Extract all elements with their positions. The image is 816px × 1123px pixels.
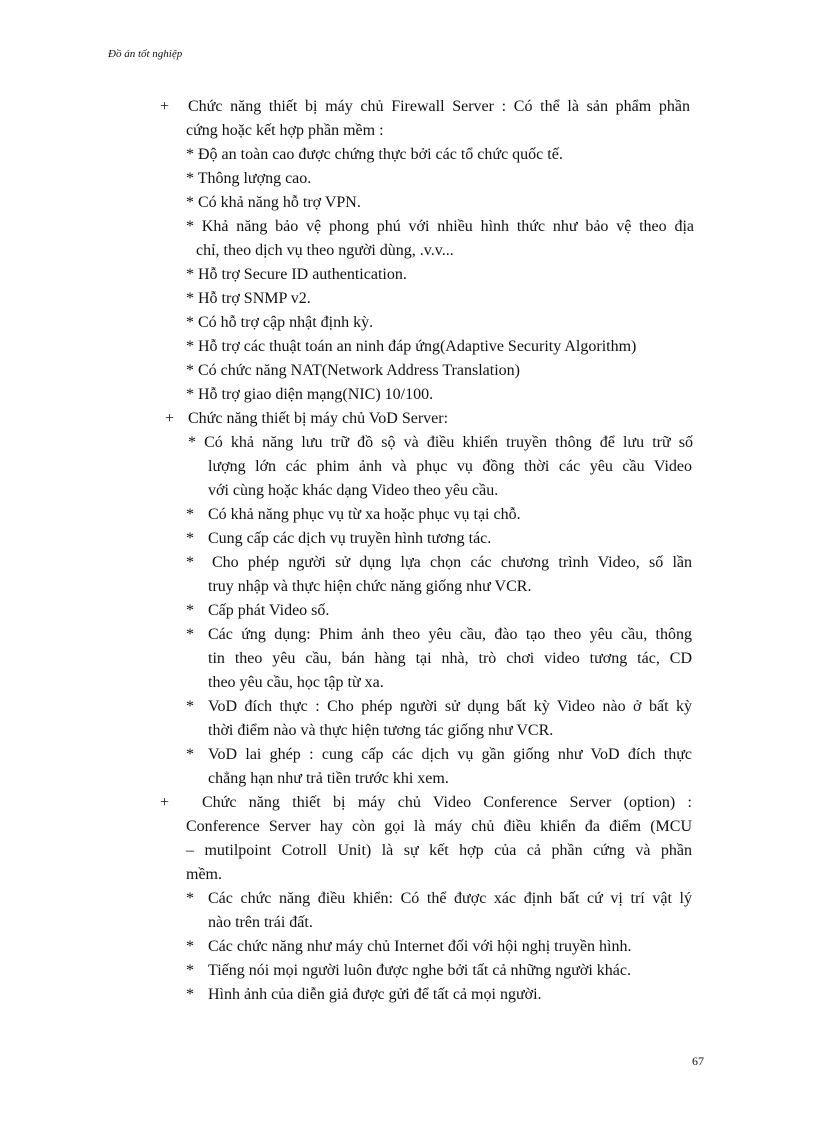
list-item: * Có khả năng hỗ trợ VPN.: [186, 194, 361, 211]
list-item: * Hỗ trợ các thuật toán an ninh đáp ứng(Adaptive Security Algorithm): [186, 338, 637, 355]
list-item: * Hỗ trợ SNMP v2.: [186, 290, 311, 307]
list-item: Hình ảnh của diễn giả được gửi để tất cả mọi người.: [208, 986, 542, 1003]
section-body: – mutilpoint Cotroll Unit) là sự kết hợp của cả phần cứng và phần: [186, 842, 692, 859]
list-item: Cung cấp các dịch vụ truyền hình tương tác.: [208, 530, 492, 547]
list-item: * Có chức năng NAT(Network Address Translation): [186, 362, 520, 379]
list-bullet: *: [186, 938, 194, 955]
list-bullet: *: [186, 962, 194, 979]
list-item: * Thông lượng cao.: [186, 170, 312, 187]
section-bullet: +: [160, 794, 170, 811]
list-item-cont: tin theo yêu cầu, bán hàng tại nhà, trò chơi video tương tác, CD: [208, 650, 692, 667]
section-body: mềm.: [186, 866, 222, 883]
list-item-cont: với cùng hoặc khác dạng Video theo yêu cầu.: [208, 482, 499, 499]
section-title: Chức năng thiết bị máy chủ VoD Server:: [188, 410, 449, 427]
list-item: Có khả năng phục vụ từ xa hoặc phục vụ tại chỗ.: [208, 506, 521, 523]
list-bullet: *: [186, 890, 194, 907]
section-bullet: +: [160, 98, 170, 115]
list-item: * Hỗ trợ giao diện mạng(NIC) 10/100.: [186, 386, 434, 403]
list-item: Các ứng dụng: Phim ảnh theo yêu cầu, đào tạo theo yêu cầu, thông: [208, 626, 692, 643]
list-item-cont: nào trên trái đất.: [208, 914, 313, 931]
list-item: Các chức năng như máy chủ Internet đối với hội nghị truyền hình.: [208, 938, 632, 955]
section-body: Conference Server hay còn gọi là máy chủ điều khiển đa điểm (MCU: [186, 818, 692, 835]
list-bullet: *: [186, 746, 194, 763]
list-item-cont: truy nhập và thực hiện chức năng giống như VCR.: [208, 578, 532, 595]
list-item: * Có hỗ trợ cập nhật định kỳ.: [186, 314, 374, 331]
page-number: 67: [692, 1054, 704, 1068]
section-title: Chức năng thiết bị máy chủ Firewall Server : Có thể là sản phẩm phần: [188, 98, 690, 115]
list-bullet: *: [186, 506, 194, 523]
list-item: Các chức năng điều khiển: Có thể được xác định bất cứ vị trí vật lý: [208, 890, 692, 907]
list-item-cont: chỉ, theo dịch vụ theo người dùng, .v.v...: [196, 242, 454, 259]
list-item-cont: theo yêu cầu, học tập từ xa.: [208, 674, 384, 691]
list-bullet: *: [186, 530, 194, 547]
list-item-cont: chẳng hạn như trả tiền trước khi xem.: [208, 770, 449, 787]
list-bullet: *: [186, 602, 194, 619]
list-item-cont: thời điểm nào và thực hiện tương tác giống như VCR.: [208, 722, 554, 739]
list-bullet: *: [186, 626, 194, 643]
section-title: Chức năng thiết bị máy chủ Video Conference Server (option) :: [202, 794, 692, 811]
section-bullet: +: [165, 410, 175, 427]
list-item: VoD đích thực : Cho phép người sử dụng bất kỳ Video nào ở bất kỳ: [208, 698, 692, 715]
list-item: * Có khả năng lưu trữ đồ sộ và điều khiển truyền thông để lưu trữ số: [188, 434, 693, 451]
list-item: Tiếng nói mọi người luôn được nghe bởi tất cả những người khác.: [208, 962, 632, 979]
list-item: Cho phép người sử dụng lựa chọn các chương trình Video, số lần: [212, 554, 692, 571]
list-item-cont: lượng lớn các phim ảnh và phục vụ đồng thời các yêu cầu Video: [208, 458, 692, 475]
list-item: * Độ an toàn cao được chứng thực bởi các tổ chức quốc tế.: [186, 146, 563, 163]
page-header: Đồ án tốt nghiệp: [108, 48, 183, 60]
list-bullet: *: [186, 698, 194, 715]
list-item: * Hỗ trợ Secure ID authentication.: [186, 266, 407, 283]
section-title-cont: cứng hoặc kết hợp phần mềm :: [186, 122, 384, 139]
list-item: * Khả năng bảo vệ phong phú với nhiều hình thức như bảo vệ theo địa: [186, 218, 694, 235]
list-item: Cấp phát Video số.: [208, 602, 330, 619]
list-bullet: *: [186, 986, 194, 1003]
list-item: VoD lai ghép : cung cấp các dịch vụ gần giống như VoD đích thực: [208, 746, 692, 763]
list-bullet: *: [186, 554, 194, 571]
